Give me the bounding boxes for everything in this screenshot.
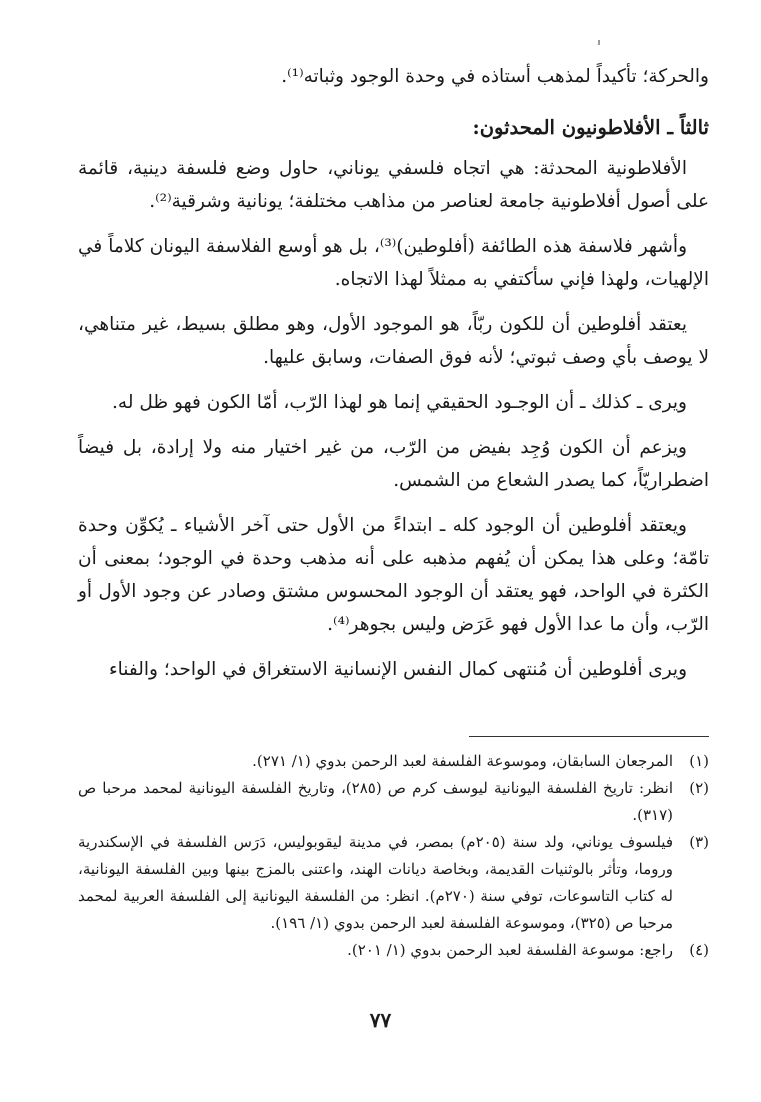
footnote (78, 829, 709, 937)
page-number: ٧٧ (369, 1008, 392, 1032)
paragraph: ويرى ـ كذلك ـ أن الوجـود الحقيقي إنما هو لهذا الرّب، أمّا الكون فهو ظل له. (112, 392, 687, 413)
footnote (78, 748, 709, 775)
footnote (78, 775, 709, 829)
footnotes (78, 748, 709, 964)
footnote-text: انظر: تاريخ الفلسفة اليونانية ليوسف كرم ص (٢٨٥)، وتاريخ الفلسفة اليونانية لمحمد مرحبا ص (٣١٧). (78, 779, 673, 824)
paragraph: يعتقد أفلوطين أن للكون ربّاً، هو الموجود الأول، وهو مطلق بسيط، غير متناهي، لا يوصف بأي وصف ثبوتي؛ لأنه فوق الصفات، وسابق عليها. (78, 314, 709, 368)
paragraph-continuation: والحركة؛ تأكيداً لمذهب أستاذه في وحدة الوجود وثباته⁽¹⁾. (281, 66, 709, 87)
page-mark (598, 40, 600, 45)
paragraph: وأشهر فلاسفة هذه الطائفة (أفلوطين)⁽³⁾، بل هو أوسع الفلاسفة اليونان كلاماً في الإلهيات، ولهذا فإني سأكتفي به ممثلاً لهذا الاتجاه. (78, 236, 709, 290)
section-heading: ثالثاً ـ الأفلاطونيون المحدثون: (472, 116, 709, 139)
main-text (78, 60, 709, 686)
footnote-text: فيلسوف يوناني، ولد سنة (٢٠٥م) بمصر، في مدينة ليقوبوليس، دَرَس الفلسفة في الإسكندرية وروما، وتأثر بالوثنيات القديمة، وبخاصة ديانات الهند، واعتنى بالمزج بينها وبين الفلسفة اليونانية، له كتاب التاسوعات، توفي سنة (٢٧٠م). انظر: من الفلسفة اليونانية إلى الفلسفة العربية لمحمد مرحبا ص (٣٢٥)، وموسوعة الفلسفة لعبد الرحمن بدوي (١/ ١٩٦). (78, 833, 673, 932)
footnote-number: (١) (689, 752, 709, 770)
paragraph: ويزعم أن الكون وُجِد بفيض من الرّب، من غير اختيار منه ولا إرادة، بل فيضاً اضطراريّاً، كما يصدر الشعاع من الشمس. (78, 437, 709, 491)
footnote (78, 937, 709, 964)
footnote-number: (٣) (689, 833, 709, 851)
footnote-number: (٢) (689, 779, 709, 797)
footnote-separator (469, 736, 709, 737)
footnote-text: راجع: موسوعة الفلسفة لعبد الرحمن بدوي (١/ ٢٠١). (347, 941, 673, 959)
paragraph: ويرى أفلوطين أن مُنتهى كمال النفس الإنسانية الاستغراق في الواحد؛ والفناء (108, 659, 687, 680)
paragraph: ويعتقد أفلوطين أن الوجود كله ـ ابتداءً من الأول حتى آخر الأشياء ـ يُكوِّن وحدة تامّة؛ وعلى هذا يمكن أن يُفهم مذهبه على أنه مذهب وحدة في الوجود؛ بمعنى أن الكثرة في الواحد، فهو يعتقد أن الوجود المحسوس مشتق وصادر عن وجود الأول أو الرّب، وأن ما عدا الأول فهو عَرَض وليس بجوهر⁽⁴⁾. (78, 515, 709, 635)
paragraph: الأفلاطونية المحدثة: هي اتجاه فلسفي يوناني، حاول وضع فلسفة دينية، قائمة على أصول أفلاطونية جامعة لعناصر من مذاهب مختلفة؛ يونانية وشرقية⁽²⁾. (78, 158, 709, 212)
footnote-number: (٤) (689, 941, 709, 959)
footnote-text: المرجعان السابقان، وموسوعة الفلسفة لعبد الرحمن بدوي (١/ ٢٧١). (252, 752, 673, 770)
